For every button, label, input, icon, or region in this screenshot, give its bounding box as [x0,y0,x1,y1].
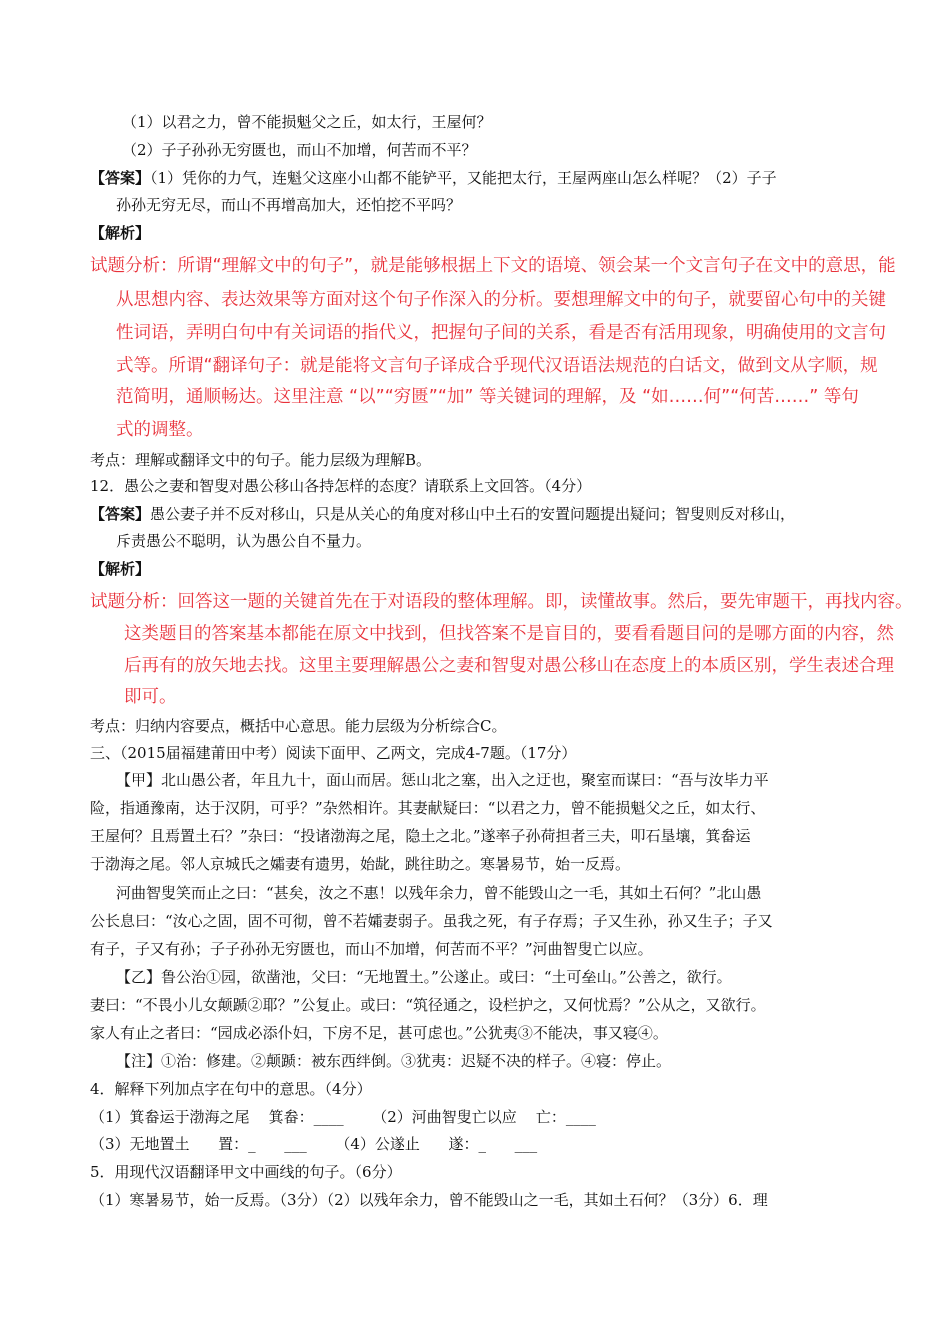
q4-row-1: （1）箕畚运于渤海之尾 箕畚：____ （2）河曲智叟亡以应 亡：____ [90,1108,596,1126]
q12-analysis-line: 试题分析：回答这一题的关键首先在于对语段的整体理解。即，读懂故事。然后，要先审题干，再找内容。 [90,592,913,612]
jia-passage-line: 王屋何？且焉置土石？”杂曰：“投诸渤海之尾，隐土之北。”遂率子孙荷担者三夫，叩石垦壤，箕畚运 [90,827,751,845]
q11-answer-line-1 [90,167,777,189]
q11-analysis-line: 试题分析：所谓“理解文中的句子”，就是能够根据上下文的语境、领会某一个文言句子在文中的意思，能 [90,256,896,276]
yi-passage-line: 家人有止之者曰：“园成必添仆妇，下房不足，甚可虑也。”公犹夷③不能决，事又寝④。 [90,1024,668,1042]
jia-passage-line: 于渤海之尾。邻人京城氏之孀妻有遗男，始龀，跳往助之。寒暑易节，始一反焉。 [90,855,631,873]
jia-passage-line: 公长息曰：“汝心之固，固不可彻，曾不若孀妻弱子。虽我之死，有子存焉；子又生孙，孙又生子；子又 [90,912,773,930]
q12-kaodian: 考点：归纳内容要点，概括中心意思。能力层级为分析综合C。 [90,717,507,735]
q11-answer-line-2: 孙孙无穷无尽，而山不再增高加大，还怕挖不平吗？ [116,196,462,214]
q11-analysis-line: 式等。所谓“翻译句子：就是能将文言句子译成合乎现代汉语语法规范的白话文，做到文从字顺，规 [116,356,878,376]
jia-passage-line: 河曲智叟笑而止之曰：“甚矣，汝之不惠！以残年余力，曾不能毁山之一毛，其如土石何？”北山愚 [116,884,762,902]
yi-passage-line: 【乙】鲁公治①园，欲凿池，父曰：“无地置土。”公遂止。或曰：“土可垒山。”公善之，欲行。 [116,968,732,986]
q4-question: 4．解释下列加点字在句中的意思。（4分） [90,1080,372,1098]
q11-analysis-line: 式的调整。 [116,420,204,440]
q11-analysis-line: 范简明，通顺畅达。这里注意 “以”“穷匮”“加” 等关键词的理解，及 “如……何”“何苦……” 等句 [116,387,859,407]
passage-notes: 【注】①治：修建。②颠踬：被东西绊倒。③犹夷：迟疑不决的样子。④寝：停止。 [116,1052,672,1070]
q11-item-1: （1）以君之力，曾不能损魁父之丘，如太行，王屋何？ [122,113,492,131]
q11-analysis-line: 从思想内容、表达效果等方面对这个句子作深入的分析。要想理解文中的句子，就要留心句中的关键 [116,290,886,310]
q5-row: （1）寒暑易节，始一反焉。（3分）（2）以残年余力，曾不能毁山之一毛，其如土石何？（3分）6．理 [90,1191,768,1209]
q12-question: 12．愚公之妻和智叟对愚公移山各持怎样的态度？请联系上文回答。（4分） [90,477,592,495]
q11-item-2: （2）子子孙孙无穷匮也，而山不加增，何苦而不平？ [122,141,477,159]
jia-passage-line: 【甲】北山愚公者，年且九十，面山而居。惩山北之塞，出入之迂也，聚室而谋曰：“吾与汝毕力平 [116,771,769,789]
answer-text: 愚公妻子并不反对移山，只是从关心的角度对移山中土石的安置问题提出疑问；智叟则反对移山， [150,505,796,523]
answer-tag: 【答案】 [90,169,151,187]
q12-analysis-line: 这类题目的答案基本都能在原文中找到，但找答案不是盲目的，要看看题目问的是哪方面的内容，然 [124,624,894,644]
q12-answer-line-2: 斥责愚公不聪明，认为愚公自不量力。 [116,532,372,550]
jia-passage-line: 有子，子又有孙；子子孙孙无穷匮也，而山不加增，何苦而不平？”河曲智叟亡以应。 [90,940,653,958]
section3-heading: 三、（2015届福建莆田中考）阅读下面甲、乙两文，完成4-7题。（17分） [90,744,577,762]
q12-analysis-tag: 【解析】 [90,560,151,578]
q11-analysis-line: 性词语，弄明白句中有关词语的指代义，把握句子间的关系，看是否有活用现象，明确使用的文言句 [116,323,886,343]
yi-passage-line: 妻曰：“不畏小儿女颠踬②耶？”公复止。或曰：“筑径通之，设栏护之，又何忧焉？”公从之，又欲行。 [90,996,766,1014]
q12-analysis-line: 后再有的放矢地去找。这里主要理解愚公之妻和智叟对愚公移山在态度上的本质区别，学生表述合理 [124,656,894,676]
q12-analysis-line: 即可。 [124,687,177,707]
answer-text: （1）凭你的力气，连魁父这座小山都不能铲平，又能把太行，王屋两座山怎么样呢？（2）子子 [150,169,777,187]
q4-row-2: （3）无地置土 置：_ ___ （4）公遂止 遂：_ ___ [90,1135,538,1153]
answer-tag: 【答案】 [90,505,151,523]
q5-question: 5．用现代汉语翻译甲文中画线的句子。（6分） [90,1163,402,1181]
q11-kaodian: 考点：理解或翻译文中的句子。能力层级为理解B。 [90,451,432,469]
jia-passage-line: 险，指通豫南，达于汉阴，可乎？”杂然相许。其妻献疑曰：“以君之力，曾不能损魁父之丘，如太行、 [90,799,766,817]
q11-analysis-tag: 【解析】 [90,224,151,242]
q12-answer-line-1 [90,503,795,525]
